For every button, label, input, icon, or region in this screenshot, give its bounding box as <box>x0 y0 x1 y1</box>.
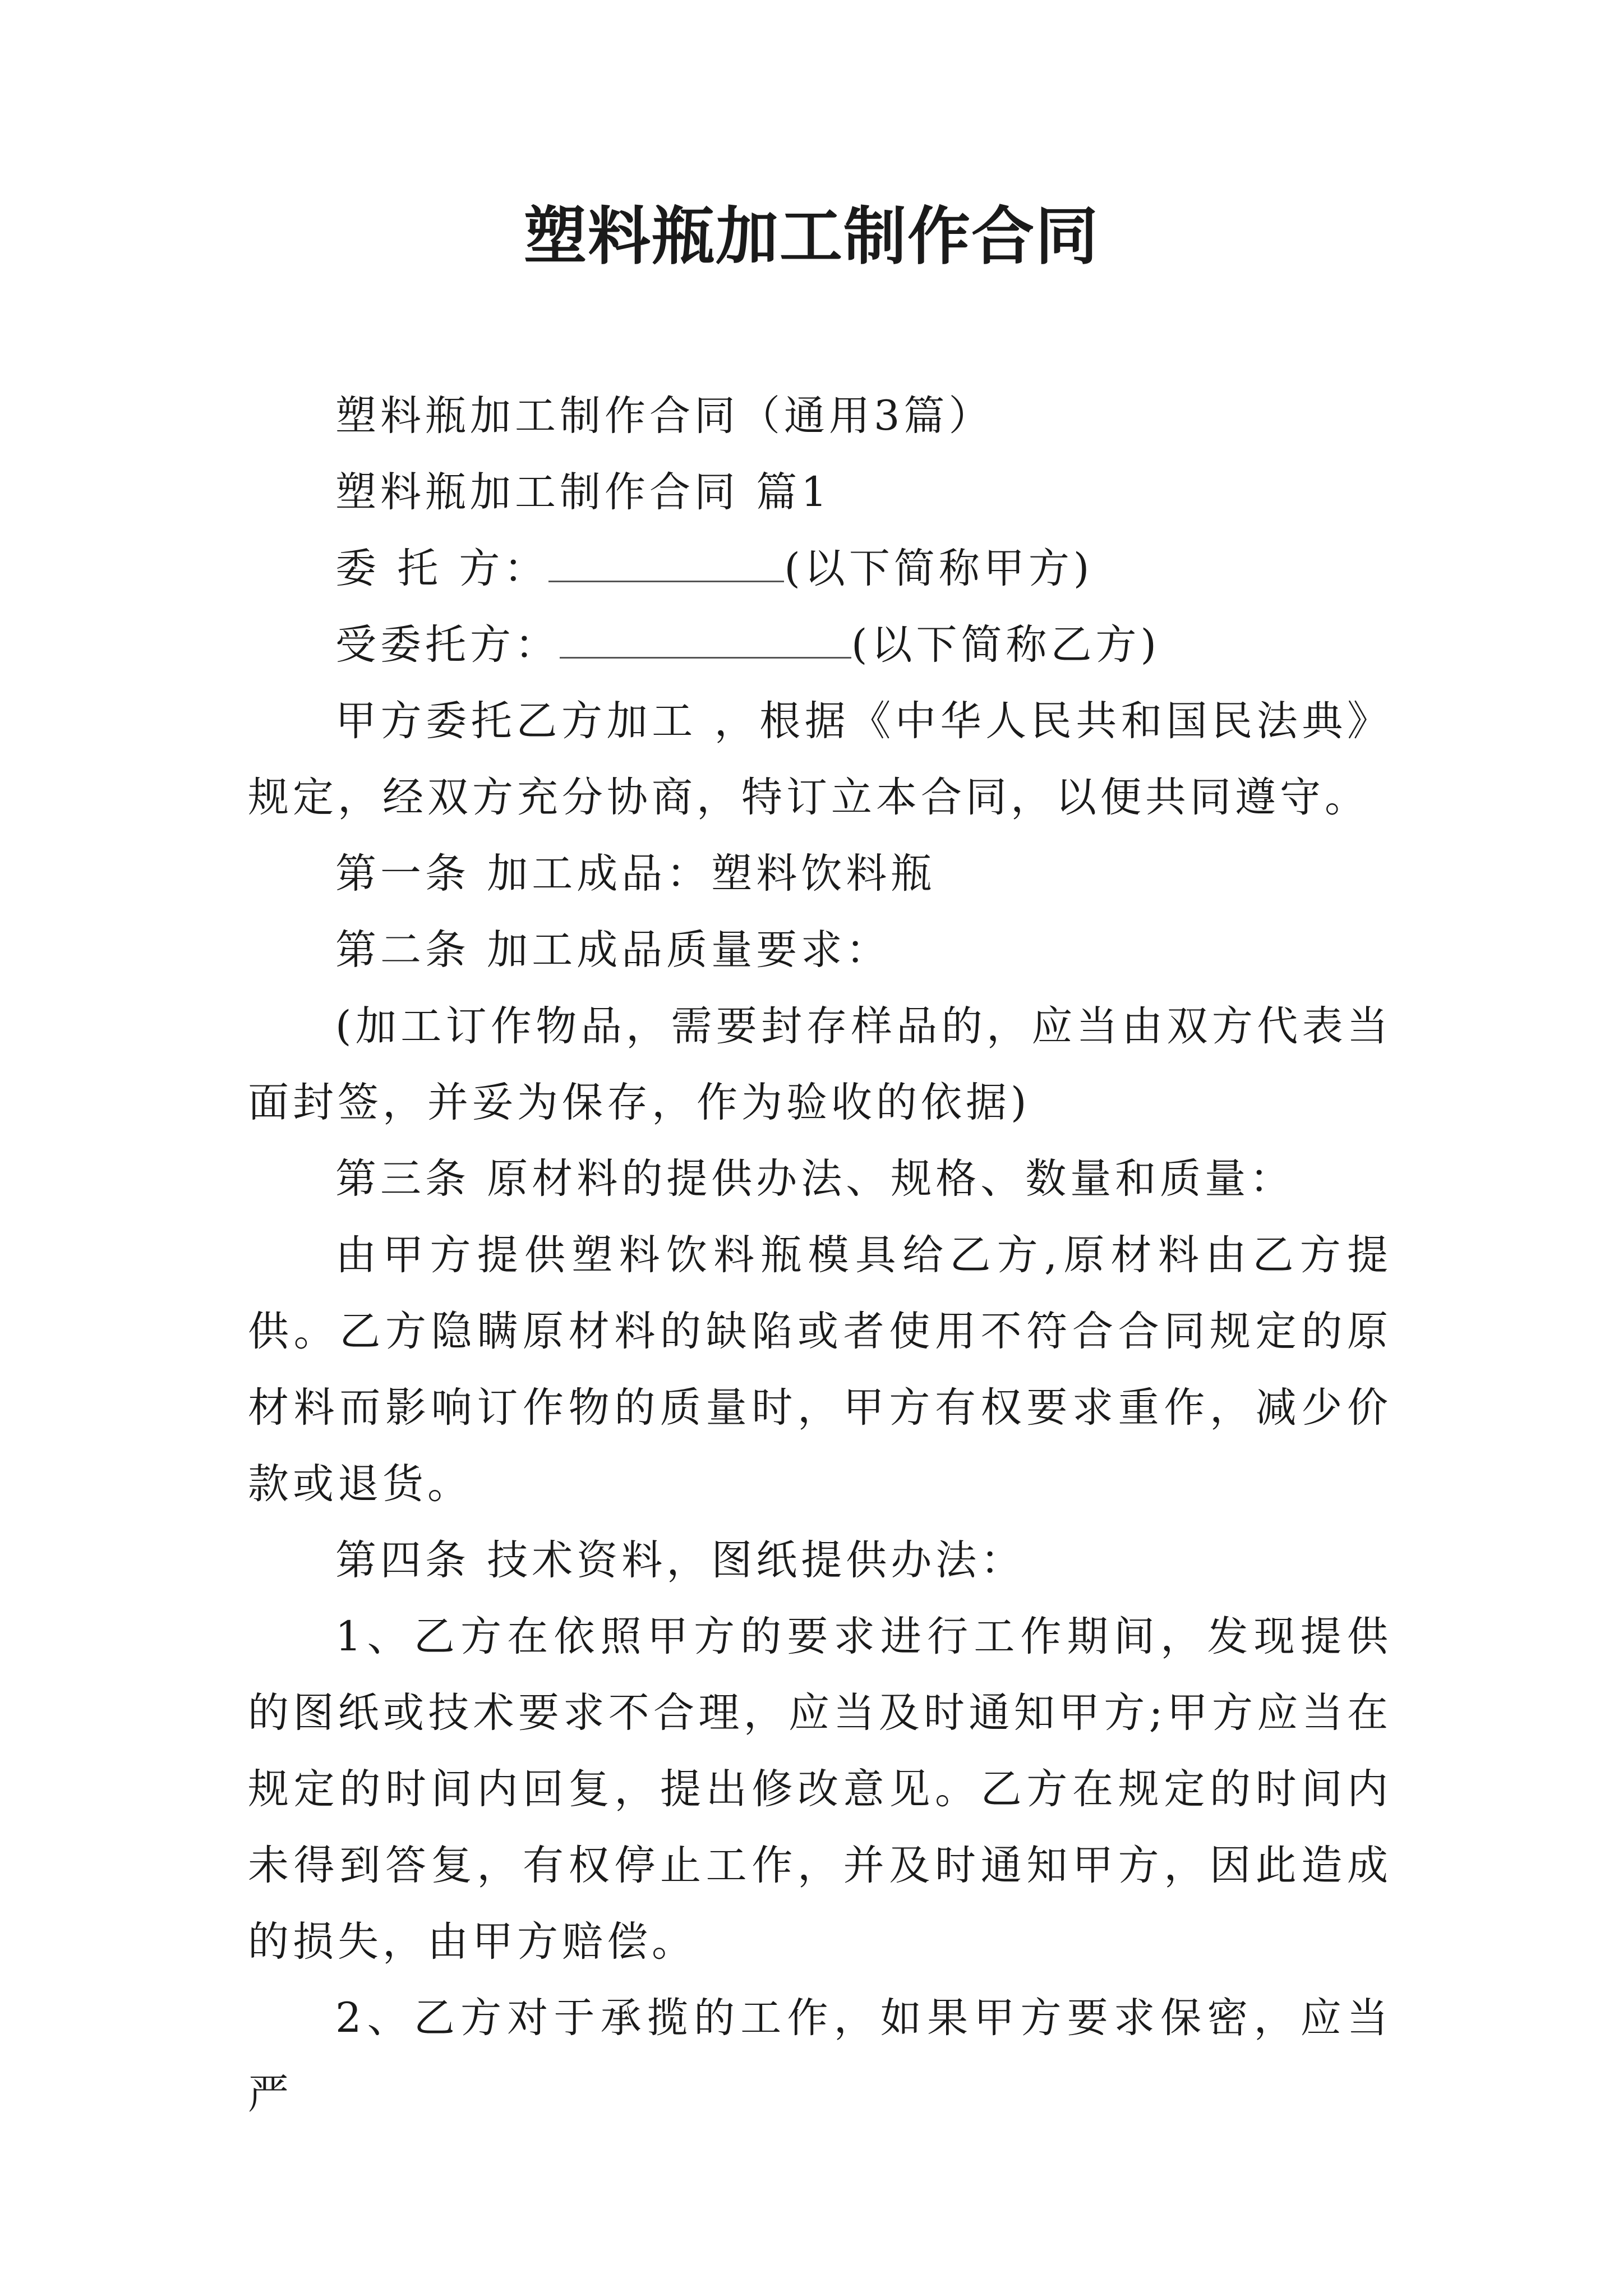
paragraph-article-2-note: (加工订作物品，需要封存样品的，应当由双方代表当面封签，并妥为保存，作为验收的依据) <box>248 1002 1392 1126</box>
paragraph-subtitle: 塑料瓶加工制作合同（通用3篇） <box>335 392 994 440</box>
document-body <box>248 378 1392 2133</box>
party-b-blank-line <box>560 622 851 659</box>
paragraph-article-3: 第三条 原材料的提供办法、规格、数量和质量： <box>335 1155 1295 1203</box>
paragraph-party-a <box>248 531 1392 607</box>
paragraph-section-heading: 塑料瓶加工制作合同 篇1 <box>335 468 831 516</box>
paragraph-article-4-item-2: 2、乙方对于承揽的工作，如果甲方要求保密，应当严 <box>248 1994 1392 2118</box>
paragraph-party-b <box>248 607 1392 683</box>
paragraph-article-1: 第一条 加工成品：塑料饮料瓶 <box>335 850 936 898</box>
document-title: 塑料瓶加工制作合同 <box>524 200 1099 273</box>
paragraph-article-4: 第四条 技术资料，图纸提供办法： <box>335 1536 1026 1584</box>
paragraph-article-3-body: 由甲方提供塑料饮料瓶模具给乙方,原材料由乙方提供。乙方隐瞒原材料的缺陷或者使用不符合合同规定的原材料而影响订作物的质量时，甲方有权要求重作，减少价款或退货。 <box>248 1231 1392 1508</box>
party-a-blank-line <box>548 546 784 582</box>
party-a-label: 委 托 方： <box>335 545 549 592</box>
party-b-suffix: (以下简称乙方) <box>851 621 1160 669</box>
paragraph-article-2: 第二条 加工成品质量要求： <box>335 926 891 974</box>
paragraph-preamble: 甲方委托乙方加工 ，根据《中华人民共和国民法典》规定，经双方充分协商，特订立本合同，以便共同遵守。 <box>248 697 1392 821</box>
party-b-label: 受委托方： <box>335 621 560 669</box>
paragraph-article-4-item-1: 1、乙方在依照甲方的要求进行工作期间，发现提供的图纸或技术要求不合理，应当及时通知甲方;甲方应当在规定的时间内回复，提出修改意见。乙方在规定的时间内未得到答复，有权停止工作，并及时通知甲方，因此造成的损失，由甲方赔偿。 <box>248 1613 1392 1966</box>
party-a-suffix: (以下简称甲方) <box>784 545 1094 592</box>
